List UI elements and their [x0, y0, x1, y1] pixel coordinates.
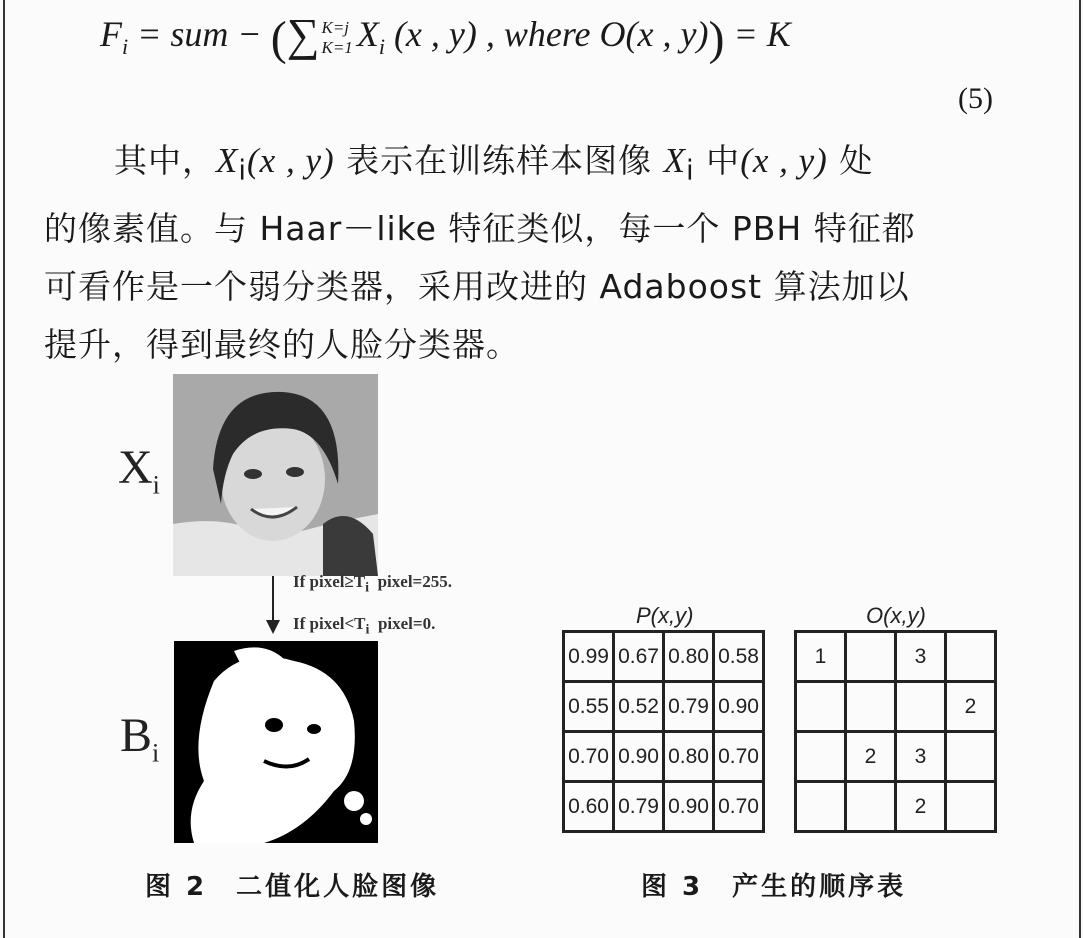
- table-row: [564, 732, 764, 782]
- label-bi: $B_i$: [120, 709, 160, 768]
- threshold-rule-2: If $pixel<T_i$ pixel=0.: [293, 614, 436, 638]
- o-table-cell: [946, 732, 996, 782]
- o-table-cell: 3: [896, 732, 946, 782]
- table-row: [796, 632, 996, 682]
- para-line-1: 其中，$X_i(x$ , y) 表示在训练样本图像 $X_i$ 中(x , y) 处: [114, 141, 874, 187]
- binary-face-drawing: [174, 641, 378, 843]
- left-border: [3, 0, 5, 938]
- p-table: [562, 630, 765, 833]
- table-row: [796, 732, 996, 782]
- label-xi: $X_i$: [118, 441, 160, 500]
- eq-lhs: F: [100, 14, 122, 54]
- equation-number: (5): [958, 82, 993, 115]
- figure-2-caption: 图 2 二值化人脸图像: [145, 872, 440, 902]
- equation-5: $F_i$ = sum − (∑ K=j K=1 $X_i$ (x , y) , where O(x , y)) = K: [100, 9, 791, 65]
- o-table-cell: 2: [946, 682, 996, 732]
- p-table-cell: 0.90: [614, 732, 664, 782]
- o-table-cell: [846, 782, 896, 832]
- p-table-cell: 0.90: [664, 782, 714, 832]
- o-table: [794, 630, 997, 833]
- table-row: [564, 782, 764, 832]
- table-row: [796, 782, 996, 832]
- eq-rhs: = K: [733, 14, 791, 54]
- o-table-cell: [846, 682, 896, 732]
- threshold-rule-1: If $pixel\ge T_i$ pixel=255.: [293, 572, 452, 596]
- o-table-cell: [946, 632, 996, 682]
- eq-lhs-sub: i: [122, 34, 129, 60]
- right-border: [1079, 0, 1081, 938]
- para-line-4: 提升，得到最终的人脸分类器。: [44, 324, 520, 364]
- p-table-cell: 0.55: [564, 682, 614, 732]
- o-table-title: O(x,y): [866, 603, 926, 628]
- eq-o-term: O(x , y): [599, 14, 709, 54]
- table-row: [564, 682, 764, 732]
- table-row: [564, 632, 764, 682]
- p-table-cell: 0.52: [614, 682, 664, 732]
- eq-limit-upper: K=j: [321, 17, 350, 37]
- face-photo-drawing: [173, 374, 378, 576]
- p-table-cell: 0.58: [714, 632, 764, 682]
- o-table-cell: [946, 782, 996, 832]
- p-table-cell: 0.80: [664, 732, 714, 782]
- para-line-3: 可看作是一个弱分类器，采用改进的 Adaboost 算法加以: [44, 266, 910, 306]
- figure-3-caption: 图 3 产生的顺序表: [641, 872, 907, 902]
- o-table-cell: 2: [896, 782, 946, 832]
- o-table-cell: [896, 682, 946, 732]
- body-paragraph: [44, 132, 1019, 374]
- eq-sum-minus: = sum −: [137, 14, 262, 54]
- p-table-cell: 0.99: [564, 632, 614, 682]
- eq-term-sub: i: [378, 34, 385, 60]
- p-table-cell: 0.67: [614, 632, 664, 682]
- p-table-cell: 0.70: [714, 732, 764, 782]
- p-table-cell: 0.70: [564, 732, 614, 782]
- eq-limit-lower: K=1: [321, 37, 353, 57]
- o-table-cell: 3: [896, 632, 946, 682]
- p-table-cell: 0.60: [564, 782, 614, 832]
- o-table-cell: [846, 632, 896, 682]
- binary-face-image: [174, 641, 378, 843]
- o-table-cell: [796, 782, 846, 832]
- o-table-cell: 1: [796, 632, 846, 682]
- p-table-cell: 0.80: [664, 632, 714, 682]
- o-table-cell: [796, 732, 846, 782]
- eq-term: X: [356, 14, 379, 54]
- o-table-cell: [796, 682, 846, 732]
- para-line-2: 的像素值。与 Haar－like 特征类似，每一个 PBH 特征都: [44, 208, 916, 248]
- eq-term-args: (x , y) ,: [393, 14, 495, 54]
- o-table-cell: 2: [846, 732, 896, 782]
- p-table-cell: 0.79: [614, 782, 664, 832]
- p-table-cell: 0.70: [714, 782, 764, 832]
- p-table-cell: 0.79: [664, 682, 714, 732]
- eq-where: where: [503, 14, 591, 54]
- table-row: [796, 682, 996, 732]
- p-table-title: P(x,y): [636, 603, 694, 628]
- face-photo: [173, 374, 378, 576]
- p-table-cell: 0.90: [714, 682, 764, 732]
- arrow-down-icon: [266, 576, 280, 636]
